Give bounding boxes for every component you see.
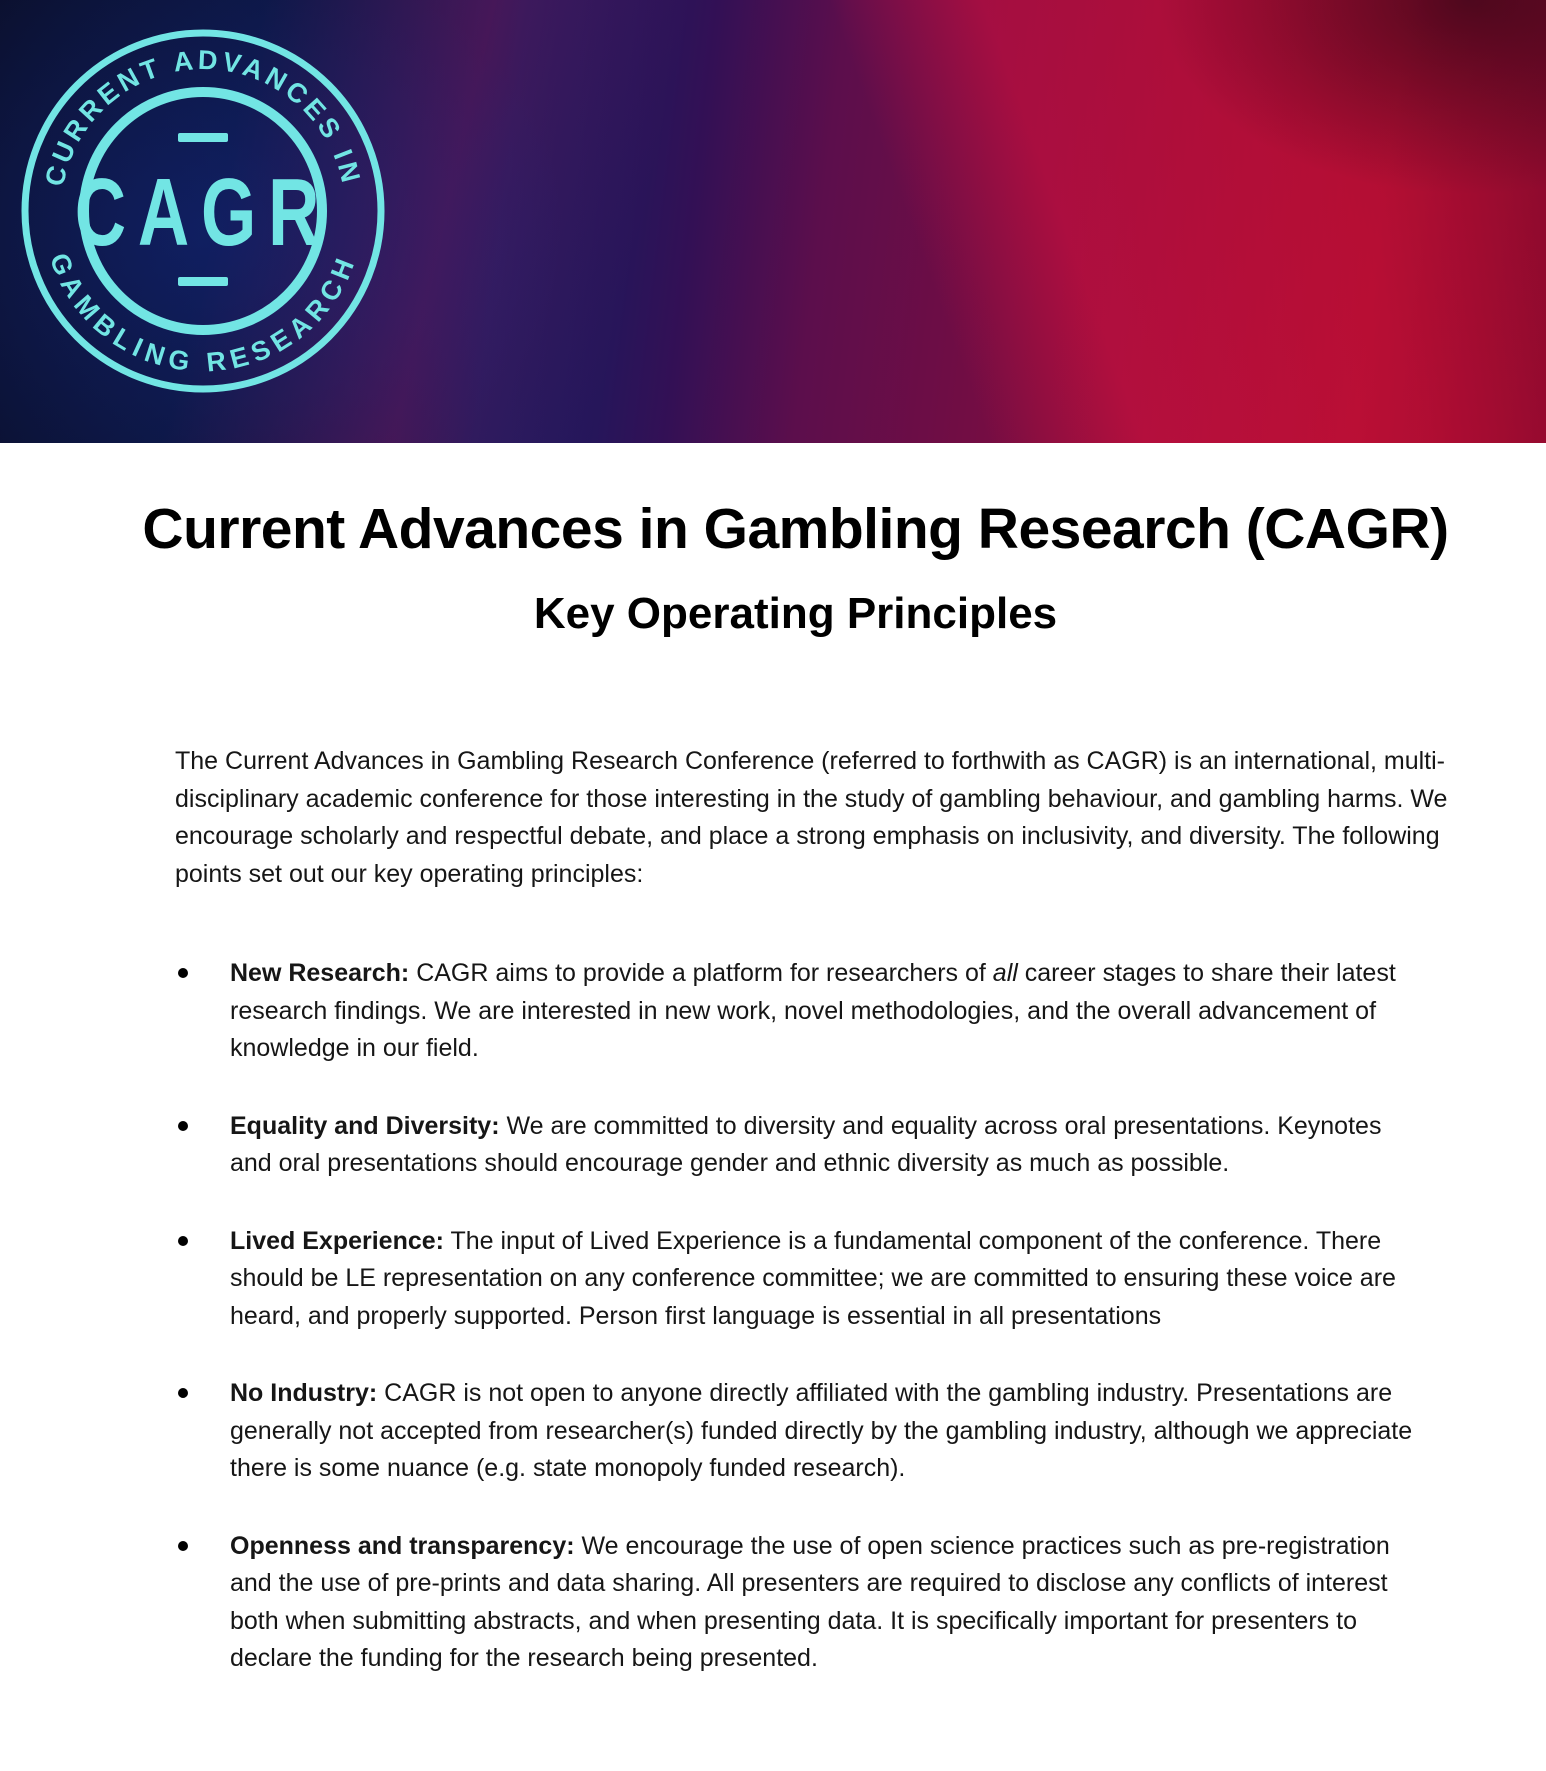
principle-segment-bold: New Research: bbox=[230, 959, 410, 988]
logo-wordmark: CAGR bbox=[74, 158, 332, 266]
bullet-marker bbox=[178, 1121, 188, 1131]
logo-bottom-dash bbox=[178, 277, 228, 286]
principle-segment-normal: We encourage the use of open science practices such as pre-registration and the use of pre-prints and data sharing. All presenters are required to disclose any conflicts of interest both when submitting abstracts, and when presenting data. It is specifically important for presenters to declare the funding for the research being presented. bbox=[230, 1531, 1390, 1673]
principle-text bbox=[230, 1227, 1396, 1330]
bullet-marker bbox=[178, 1541, 188, 1551]
principle-segment-normal: We are committed to diversity and equality across oral presentations. Keynotes and oral presentations should encourage gender and ethnic diversity as much as possible. bbox=[230, 1111, 1382, 1178]
principle-text bbox=[230, 959, 1396, 1062]
logo-ring-text-top: CURRENT ADVANCES IN bbox=[39, 44, 367, 190]
principle-item bbox=[175, 1528, 1427, 1678]
document-subtitle: Key Operating Principles bbox=[533, 588, 1058, 638]
principle-segment-bold: Equality and Diversity: bbox=[230, 1111, 500, 1140]
principle-item bbox=[175, 1375, 1427, 1488]
logo-ring-text-bottom: GAMBLING RESEARCH bbox=[43, 248, 363, 378]
principle-segment-normal: The input of Lived Experience is a fundamental component of the conference. There should be LE representation on any conference committee; we are committed to ensuring these voice are heard, and properly supported. Person first language is essential in all presentations bbox=[230, 1226, 1396, 1330]
principle-item bbox=[175, 1108, 1427, 1183]
principle-text bbox=[230, 1532, 1390, 1673]
bullet-marker bbox=[178, 1236, 188, 1246]
cagr-logo bbox=[8, 16, 398, 406]
banner-image bbox=[0, 0, 1546, 443]
principle-segment-normal: career stages to share their latest research findings. We are interested in new work, novel methodologies, and the overall advancement of knowledge in our field. bbox=[230, 959, 1396, 1063]
principle-text bbox=[230, 1379, 1412, 1482]
document-title: Current Advances in Gambling Research (CAGR) bbox=[142, 497, 1449, 561]
logo-top-dash bbox=[178, 133, 228, 142]
principle-text bbox=[230, 1112, 1381, 1178]
principle-segment-normal: CAGR aims to provide a platform for researchers of bbox=[409, 959, 993, 988]
principle-segment-italic: all bbox=[992, 959, 1018, 988]
principle-item bbox=[175, 1223, 1427, 1336]
document-content bbox=[0, 497, 1546, 1678]
principle-item bbox=[175, 955, 1427, 1068]
cagr-logo-badge bbox=[8, 16, 398, 406]
bullet-marker bbox=[178, 1388, 188, 1398]
principle-segment-bold: Lived Experience: bbox=[230, 1226, 444, 1255]
principles-list bbox=[175, 955, 1427, 1678]
bullet-marker bbox=[178, 968, 188, 978]
intro-paragraph: The Current Advances in Gambling Research Conference (referred to forthwith as CAGR) is an international, multi-disciplinary academic conference for those interesting in the study of gambling behaviour, and gambling harms. We encourage scholarly and respectful debate, and place a strong emphasis on inclusivity, and diversity. The following points set out our key operating principles: bbox=[175, 747, 1448, 888]
principle-segment-normal: CAGR is not open to anyone directly affiliated with the gambling industry. Presentations are generally not accepted from researcher(s) funded directly by the gambling industry, although we appreciate there is some nuance (e.g. state monopoly funded research). bbox=[230, 1379, 1413, 1483]
principle-segment-bold: Openness and transparency: bbox=[230, 1531, 575, 1560]
principle-segment-bold: No Industry: bbox=[230, 1379, 378, 1408]
